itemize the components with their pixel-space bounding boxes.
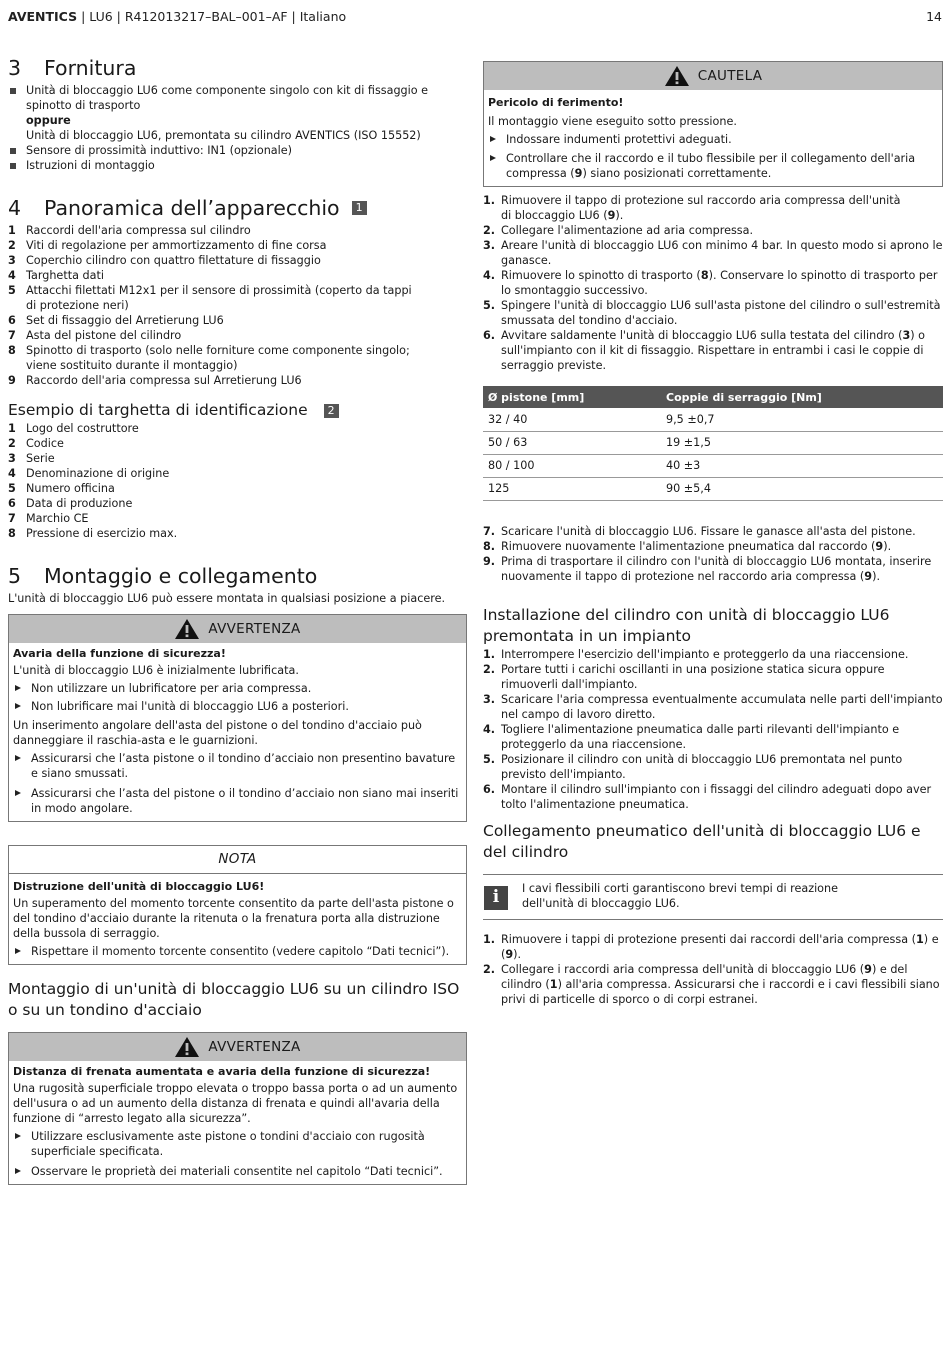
warning-triangle-icon (664, 65, 690, 87)
list-item: 3 Serie (8, 452, 55, 465)
note-actions (13, 944, 462, 959)
left-column (8, 55, 467, 1185)
list-item: Non lubrificare mai l'unità di bloccaggio LU6 a posteriori. (13, 699, 462, 714)
nameplate-list (8, 421, 467, 541)
header-brand: AVENTICS (8, 9, 78, 24)
list-item: 2 Codice (8, 437, 64, 450)
mounting-steps-continued (483, 524, 943, 584)
caution-box-header (484, 62, 942, 90)
list-item: 5 Attacchi filettati M12x1 per il sensore di prossimità (coperto da tappi di protezione neri) (8, 284, 412, 312)
oppure-label: oppure (26, 114, 71, 127)
step-item: 1. Interrompere l'esercizio dell'impianto e proteggerlo da una riaccensione. (483, 647, 909, 661)
section-5-intro: L'unità di bloccaggio LU6 può essere montata in qualsiasi posizione a piacere. (8, 592, 446, 605)
warning-label: AVVERTENZA (208, 620, 301, 637)
list-item-alt: Unità di bloccaggio LU6, premontata su cilindro AVENTICS (ISO 15552) (26, 129, 421, 142)
table-row: 32 / 40 9,5 ±0,7 (483, 408, 943, 431)
mounting-heading: Montaggio di un'unità di bloccaggio LU6 su un cilindro ISO o su un tondino d'acciaio (8, 980, 460, 1019)
list-item: Controllare che il raccordo e il tubo flessibile per il collegamento dell'aria compressa (9) siano posizionati correttamente. (488, 151, 938, 181)
section-4-heading (8, 195, 467, 221)
section-title: Fornitura (44, 56, 137, 80)
list-item: 1 Logo del costruttore (8, 422, 139, 435)
table-row: 80 / 100 40 ±3 (483, 454, 943, 477)
warning-box-braking (8, 1032, 467, 1185)
warning-box-body (9, 643, 466, 821)
column-header: Coppie di serraggio [Nm] (661, 386, 943, 408)
caution-paragraph: Il montaggio viene eseguito sotto pressione. (488, 115, 737, 128)
table-header-row (483, 386, 943, 408)
warning-label: AVVERTENZA (208, 1038, 301, 1055)
list-item (8, 83, 467, 143)
warning-paragraph: L'unità di bloccaggio LU6 è inizialmente lubrificata. (13, 664, 299, 677)
list-item: Assicurarsi che l’asta del pistone o il tondino d’acciaio non siano mai inseriti in modo angolare. (13, 786, 462, 816)
connection-heading: Collegamento pneumatico dell'unità di bloccaggio LU6 e del cilindro (483, 821, 921, 861)
list-item: Non utilizzare un lubrificatore per aria compressa. (13, 681, 462, 696)
step-item: 8. Rimuovere nuovamente l'alimentazione pneumatica dal raccordo (9). (483, 539, 892, 553)
step-item: 1. Rimuovere i tappi di protezione presenti dai raccordi dell'aria compressa (1) e (9). (483, 932, 939, 961)
warning-actions (13, 1129, 462, 1179)
warning-paragraph: Un inserimento angolare dell'asta del pistone o del tondino d'acciaio può danneggiare il raschia-asta e le guarnizioni. (13, 719, 422, 747)
step-item: 1. Rimuovere il tappo di protezione sul raccordo aria compressa dell'unità di bloccaggio LU6 (9). (483, 194, 901, 222)
figure-ref-badge: 2 (324, 404, 339, 418)
step-item: 9. Prima di trasportare il cilindro con l'unità di bloccaggio LU6 montata, inserire nuovamente il tappo di protezione nel raccordo aria compressa (9). (483, 554, 932, 583)
installation-heading: Installazione del cilindro con unità di bloccaggio LU6 premontata in un impianto (483, 605, 890, 645)
list-item: Sensore di prossimità induttivo: IN1 (opzionale) (8, 143, 467, 158)
caution-box (483, 61, 943, 187)
caution-label: CAUTELA (697, 67, 763, 84)
section-5-heading (8, 563, 467, 589)
caution-box-body (484, 90, 942, 186)
note-paragraph: Un superamento del momento torcente consentito da parte dell'asta pistone o del tondino d'acciaio durante la ritenuta o la frenatura porta alla distruzione della bussola di serraggio. (13, 897, 454, 940)
warning-box-lubrication (8, 614, 467, 822)
page-number: 14 (926, 9, 942, 24)
section-title: Panoramica dell’apparecchio (44, 196, 340, 220)
note-box (8, 845, 467, 965)
caution-title: Pericolo di ferimento! (488, 96, 624, 109)
nameplate-heading: Esempio di targhetta di identificazione 2 (8, 400, 467, 421)
installation-steps (483, 647, 943, 812)
header-doc-ref: | LU6 | R412013217–BAL–001–AF | Italiano (77, 9, 347, 24)
step-item: 6. Montare il cilindro sull'impianto con i fissaggi del cilindro adeguati dopo aver tolto l'alimentazione pneumatica. (483, 782, 932, 811)
note-box-body (9, 874, 466, 964)
table-row: 50 / 63 19 ±1,5 (483, 431, 943, 454)
step-item: 5. Posizionare il cilindro con unità di bloccaggio LU6 premontata nel punto previsto dell'impianto. (483, 752, 903, 781)
list-item: Rispettare il momento torcente consentito (vedere capitolo “Dati tecnici”). (13, 944, 462, 959)
header-doc-info (8, 9, 346, 27)
list-item: 9 Raccordo dell'aria compressa sul Arretierung LU6 (8, 374, 302, 387)
step-item: 6. Avvitare saldamente l'unità di bloccaggio LU6 sulla testata del cilindro (3) o sull'impianto con il kit di fissaggio. Rispettare in entrambi i casi le coppie di serraggio previste. (483, 329, 926, 372)
right-column (483, 61, 943, 1007)
list-item: 1 Raccordi dell'aria compressa sul cilindro (8, 224, 251, 237)
step-item: 4. Togliere l'alimentazione pneumatica dalle parti rilevanti dell'impianto e proteggerlo da una riaccensione. (483, 722, 900, 751)
note-title: Distruzione dell'unità di bloccaggio LU6! (13, 880, 265, 893)
step-item: 2. Collegare i raccordi aria compressa dell'unità di bloccaggio LU6 (9) e del cilindro (1) all'aria compressa. Assicurarsi che i raccordi e i cavi flessibili siano privi di particelle di sporco o di corpi estranei. (483, 962, 940, 1006)
warning-title: Avaria della funzione di sicurezza! (13, 647, 226, 660)
list-item: 7 Marchio CE (8, 512, 89, 525)
step-item: 3. Areare l'unità di bloccaggio LU6 con minimo 4 bar. In questo modo si aprono le ganasce. (483, 239, 943, 267)
list-item: 6 Data di produzione (8, 497, 133, 510)
note-box-header: NOTA (9, 846, 466, 874)
list-item: 4 Denominazione di origine (8, 467, 170, 480)
connection-steps (483, 932, 943, 1007)
step-item: 4. Rimuovere lo spinotto di trasporto (8). Conservare lo spinotto di trasporto per lo smontaggio successivo. (483, 269, 938, 297)
section-number: 5 (8, 564, 22, 588)
figure-ref-badge: 1 (352, 201, 367, 215)
warning-triangle-icon (174, 618, 200, 640)
page-header (8, 9, 942, 27)
warning-box-header (9, 615, 466, 643)
info-text: I cavi flessibili corti garantiscono brevi tempi di reazione dell'unità di bloccaggio LU6. (522, 881, 838, 910)
list-item: 8 Spinotto di trasporto (solo nelle forniture come componente singolo; viene sostituito durante il montaggio) (8, 344, 410, 372)
list-item: Assicurarsi che l’asta pistone o il tondino d’acciaio non presentino bavature e siano smussati. (13, 751, 462, 781)
warning-title: Distanza di frenata aumentata e avaria della funzione di sicurezza! (13, 1065, 431, 1078)
step-item: 5. Spingere l'unità di bloccaggio LU6 sull'asta pistone del cilindro o sull'estremità smussata del tondino d'acciaio. (483, 299, 941, 327)
warning-actions (13, 681, 462, 714)
info-icon: i (484, 886, 508, 910)
info-box (483, 874, 943, 920)
warning-box-header (9, 1033, 466, 1061)
list-item: 3 Coperchio cilindro con quattro filettature di fissaggio (8, 254, 321, 267)
step-item: 2. Collegare l'alimentazione ad aria compressa. (483, 224, 754, 237)
list-item: Utilizzare esclusivamente aste pistone o tondini d'acciaio con rugosità superficiale specificata. (13, 1129, 462, 1159)
section-3-heading (8, 55, 467, 81)
list-item: 2 Viti di regolazione per ammortizzamento di fine corsa (8, 239, 327, 252)
step-item: 7. Scaricare l'unità di bloccaggio LU6. Fissare le ganasce all'asta del pistone. (483, 524, 916, 538)
list-item: 8 Pressione di esercizio max. (8, 527, 178, 540)
list-item: Istruzioni di montaggio (8, 158, 467, 173)
warning-actions (13, 751, 462, 816)
list-item: 5 Numero officina (8, 482, 115, 495)
delivery-list (8, 83, 467, 173)
column-header: Ø pistone [mm] (483, 386, 661, 408)
warning-box-body (9, 1061, 466, 1184)
torque-table (483, 386, 943, 501)
warning-paragraph: Una rugosità superficiale troppo elevata o troppo bassa porta o ad un aumento dell'usura o ad un aumento della distanza di frenata e quindi all'avaria della funzione di “arresto legato alla sicurezza”. (13, 1082, 458, 1125)
step-item: 3. Scaricare l'aria compressa eventualmente accumulata nelle parti dell'impianto nel campo di lavoro diretto. (483, 692, 943, 721)
list-item: 7 Asta del pistone del cilindro (8, 329, 182, 342)
list-item: 6 Set di fissaggio del Arretierung LU6 (8, 314, 224, 327)
warning-triangle-icon (174, 1036, 200, 1058)
list-item-text: Unità di bloccaggio LU6 come componente singolo con kit di fissaggio e spinotto di trasporto (26, 84, 429, 112)
section-title: Montaggio e collegamento (44, 564, 318, 588)
list-item: Osservare le proprietà dei materiali consentite nel capitolo “Dati tecnici”. (13, 1164, 462, 1179)
mounting-steps (483, 193, 943, 373)
overview-list (8, 223, 467, 388)
section-number: 4 (8, 196, 22, 220)
table-row: 125 90 ±5,4 (483, 477, 943, 500)
list-item: 4 Targhetta dati (8, 269, 104, 282)
section-number: 3 (8, 56, 22, 80)
step-item: 2. Portare tutti i carichi oscillanti in una posizione statica sicura oppure rimuoverli dall'impianto. (483, 662, 885, 691)
list-item: Indossare indumenti protettivi adeguati. (488, 132, 938, 147)
caution-actions (488, 132, 938, 181)
